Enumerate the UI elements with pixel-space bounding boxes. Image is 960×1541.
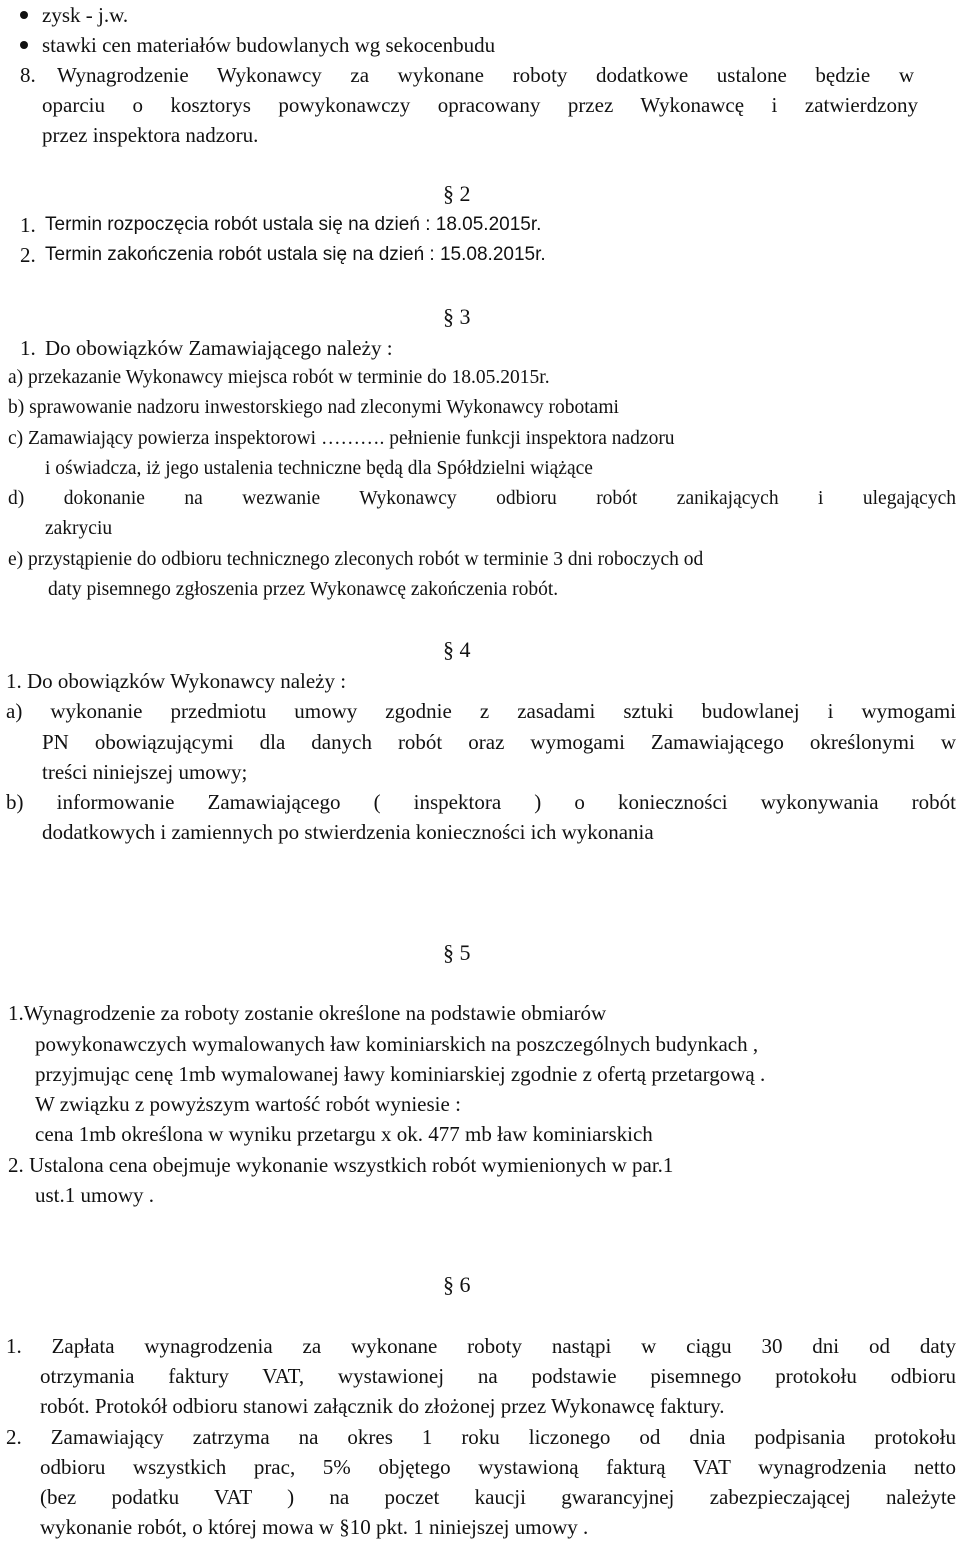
remuneration-line: powykonawczych wymalowanych ław kominiarskich na poszczególnych budynkach ,	[35, 1032, 759, 1056]
remuneration-line: 2. Ustalona cena obejmuje wykonanie wszystkich robót wymienionych w par.1	[8, 1153, 674, 1177]
remuneration-line: ust.1 umowy .	[35, 1183, 155, 1207]
item-8-number: 8.	[20, 63, 36, 87]
contractor-duty-a-continued: treści niniejszej umowy;	[42, 760, 248, 784]
duty-c: c) Zamawiający powierza inspektorowi ………. pełnienie funkcji inspektora nadzoru	[8, 428, 675, 449]
guarantee-paragraph-line: (bez podatku VAT ) na poczet kaucji gwarancyjnej zabezpieczającej należyte	[40, 1485, 956, 1509]
duty-d-continued: zakryciu	[45, 518, 113, 539]
payment-paragraph-line: otrzymania faktury VAT, wystawionej na podstawie pisemnego protokołu odbioru	[40, 1364, 956, 1388]
duty-c-continued: i oświadcza, iż jego ustalenia techniczne będą dla Spółdzielni wiążące	[45, 458, 593, 479]
duty-e-continued: daty pisemnego zgłoszenia przez Wykonawcę zakończenia robót.	[48, 579, 559, 600]
section-heading-6: § 6	[443, 1272, 471, 1297]
payment-paragraph-line: robót. Protokół odbioru stanowi załącznik do złożonej przez Wykonawcę faktury.	[40, 1394, 725, 1418]
term-start: Termin rozpoczęcia robót ustala się na dzień : 18.05.2015r.	[45, 214, 542, 235]
contractor-duty-b: b) informowanie Zamawiającego ( inspektora ) o konieczności wykonywania robót	[6, 790, 956, 814]
duty-a: a) przekazanie Wykonawcy miejsca robót w terminie do 18.05.2015r.	[8, 367, 550, 388]
remuneration-line: cena 1mb określona w wyniku przetargu x ok. 477 mb ław kominiarskich	[35, 1122, 653, 1146]
contractor-duty-a-continued: PN obowiązującymi dla danych robót oraz wymogami Zamawiającego określonymi w	[42, 730, 956, 754]
contractor-duty-a: a) wykonanie przedmiotu umowy zgodnie z zasadami sztuki budowlanej i wymogami	[6, 699, 956, 723]
bullet-item-profit: zysk - j.w.	[42, 3, 129, 27]
duty-e: e) przystąpienie do odbioru technicznego zleconych robót w terminie 3 dni roboczych od	[8, 549, 704, 570]
guarantee-paragraph-line: 2. Zamawiający zatrzyma na okres 1 roku liczonego od dnia podpisania protokołu	[6, 1425, 956, 1449]
bullet-icon	[20, 11, 28, 19]
employer-duties-intro: Do obowiązków Zamawiającego należy :	[45, 336, 393, 360]
employer-duties-number: 1.	[20, 336, 36, 360]
remuneration-line: W związku z powyższym wartość robót wyniesie :	[35, 1092, 461, 1116]
contractor-duty-b-continued: dodatkowych i zamiennych po stwierdzenia konieczności ich wykonania	[42, 820, 654, 844]
section-heading-5: § 5	[443, 940, 471, 965]
term-end: Termin zakończenia robót ustala się na dzień : 15.08.2015r.	[45, 244, 546, 265]
section-heading-2: § 2	[443, 181, 471, 206]
duty-b: b) sprawowanie nadzoru inwestorskiego nad zleconymi Wykonawcy robotami	[8, 397, 619, 418]
bullet-icon	[20, 41, 28, 49]
term-end-number: 2.	[20, 243, 36, 267]
section-heading-4: § 4	[443, 637, 471, 662]
guarantee-paragraph-line: wykonanie robót, o której mowa w §10 pkt. 1 niniejszej umowy .	[40, 1515, 589, 1539]
item-8-line: Wynagrodzenie Wykonawcy za wykonane roboty dodatkowe ustalone będzie w	[57, 63, 914, 87]
term-start-number: 1.	[20, 213, 36, 237]
item-8-line: oparciu o kosztorys powykonawczy opracowany przez Wykonawcę i zatwierdzony	[42, 93, 918, 117]
bullet-item-rates: stawki cen materiałów budowlanych wg sekocenbudu	[42, 33, 496, 57]
remuneration-line: 1.Wynagrodzenie za roboty zostanie określone na podstawie obmiarów	[8, 1001, 607, 1025]
duty-d: d) dokonanie na wezwanie Wykonawcy odbioru robót zanikających i ulegających	[8, 488, 956, 509]
item-8-line: przez inspektora nadzoru.	[42, 123, 259, 147]
guarantee-paragraph-line: odbioru wszystkich prac, 5% objętego wystawioną fakturą VAT wynagrodzenia netto	[40, 1455, 956, 1479]
payment-paragraph-line: 1. Zapłata wynagrodzenia za wykonane roboty nastąpi w ciągu 30 dni od daty	[6, 1334, 956, 1358]
remuneration-line: przyjmując cenę 1mb wymalowanej ławy kominiarskiej zgodnie z ofertą przetargową .	[35, 1062, 766, 1086]
section-heading-3: § 3	[443, 304, 471, 329]
contractor-duties-intro: 1. Do obowiązków Wykonawcy należy :	[6, 669, 347, 693]
